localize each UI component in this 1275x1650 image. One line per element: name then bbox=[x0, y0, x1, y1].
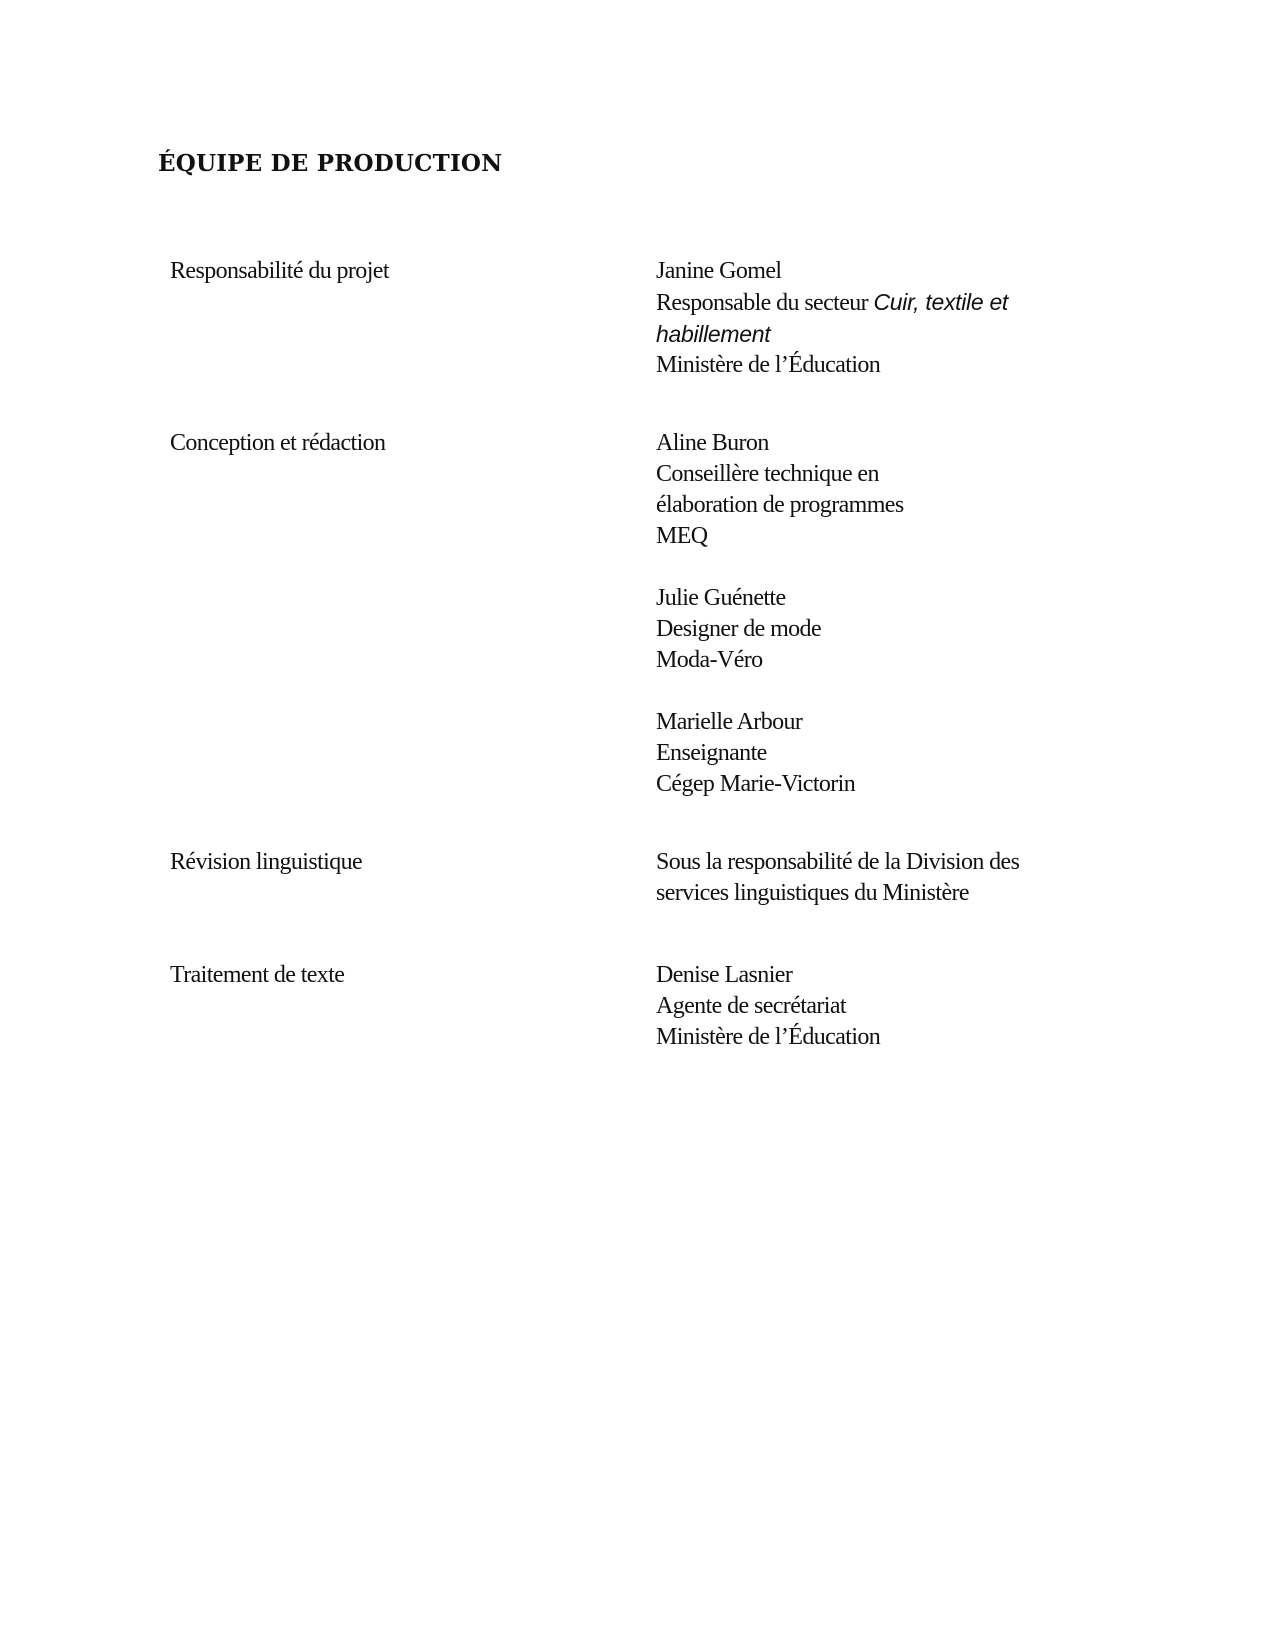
person-name: Janine Gomel bbox=[656, 258, 782, 284]
credit-person bbox=[656, 707, 1070, 800]
person-title bbox=[656, 287, 1070, 319]
person-name: Denise Lasnier bbox=[656, 962, 793, 988]
credit-people bbox=[656, 428, 1070, 800]
credits-list bbox=[170, 256, 1070, 1053]
role-label: Conception et rédaction bbox=[170, 430, 386, 456]
person-organization: Ministère de l’Éducation bbox=[656, 352, 881, 378]
sector-name: Cuir, textile et bbox=[873, 289, 1009, 315]
credit-text-line: Sous la responsabilité de la Division des bbox=[656, 849, 1020, 875]
person-organization: Ministère de l’Éducation bbox=[656, 1024, 881, 1050]
person-title: Conseillère technique en bbox=[656, 461, 879, 487]
person-name: Julie Guénette bbox=[656, 585, 786, 611]
role-label: Révision linguistique bbox=[170, 849, 363, 875]
credit-people bbox=[656, 847, 1070, 909]
credit-text bbox=[656, 847, 1070, 909]
role-label: Responsabilité du projet bbox=[170, 258, 389, 284]
credit-row-linguistic-review bbox=[170, 847, 1070, 909]
credit-text-line: services linguistiques du Ministère bbox=[656, 880, 969, 906]
person-title: Designer de mode bbox=[656, 616, 822, 642]
person-organization: Cégep Marie-Victorin bbox=[656, 771, 856, 797]
credit-person bbox=[656, 583, 1070, 676]
credit-people bbox=[656, 256, 1070, 381]
sector-name-continued: habillement bbox=[656, 321, 771, 347]
person-name: Marielle Arbour bbox=[656, 709, 803, 735]
credit-person bbox=[656, 960, 1070, 1053]
person-organization: MEQ bbox=[656, 523, 708, 549]
person-name: Aline Buron bbox=[656, 430, 769, 456]
credit-people bbox=[656, 960, 1070, 1053]
role-label: Traitement de texte bbox=[170, 962, 345, 988]
person-title: Agente de secrétariat bbox=[656, 993, 846, 1019]
credit-person bbox=[656, 256, 1070, 381]
person-title-continued: élaboration de programmes bbox=[656, 492, 904, 518]
person-organization: Moda-Véro bbox=[656, 647, 763, 673]
title-prefix: Responsable du secteur bbox=[656, 290, 869, 316]
credit-person bbox=[656, 428, 1070, 552]
credit-row-writing bbox=[170, 428, 1070, 800]
credit-row-word-processing bbox=[170, 960, 1070, 1053]
page-title: ÉQUIPE DE PRODUCTION bbox=[158, 150, 503, 177]
person-title: Enseignante bbox=[656, 740, 767, 766]
credit-row-project-lead bbox=[170, 256, 1070, 381]
